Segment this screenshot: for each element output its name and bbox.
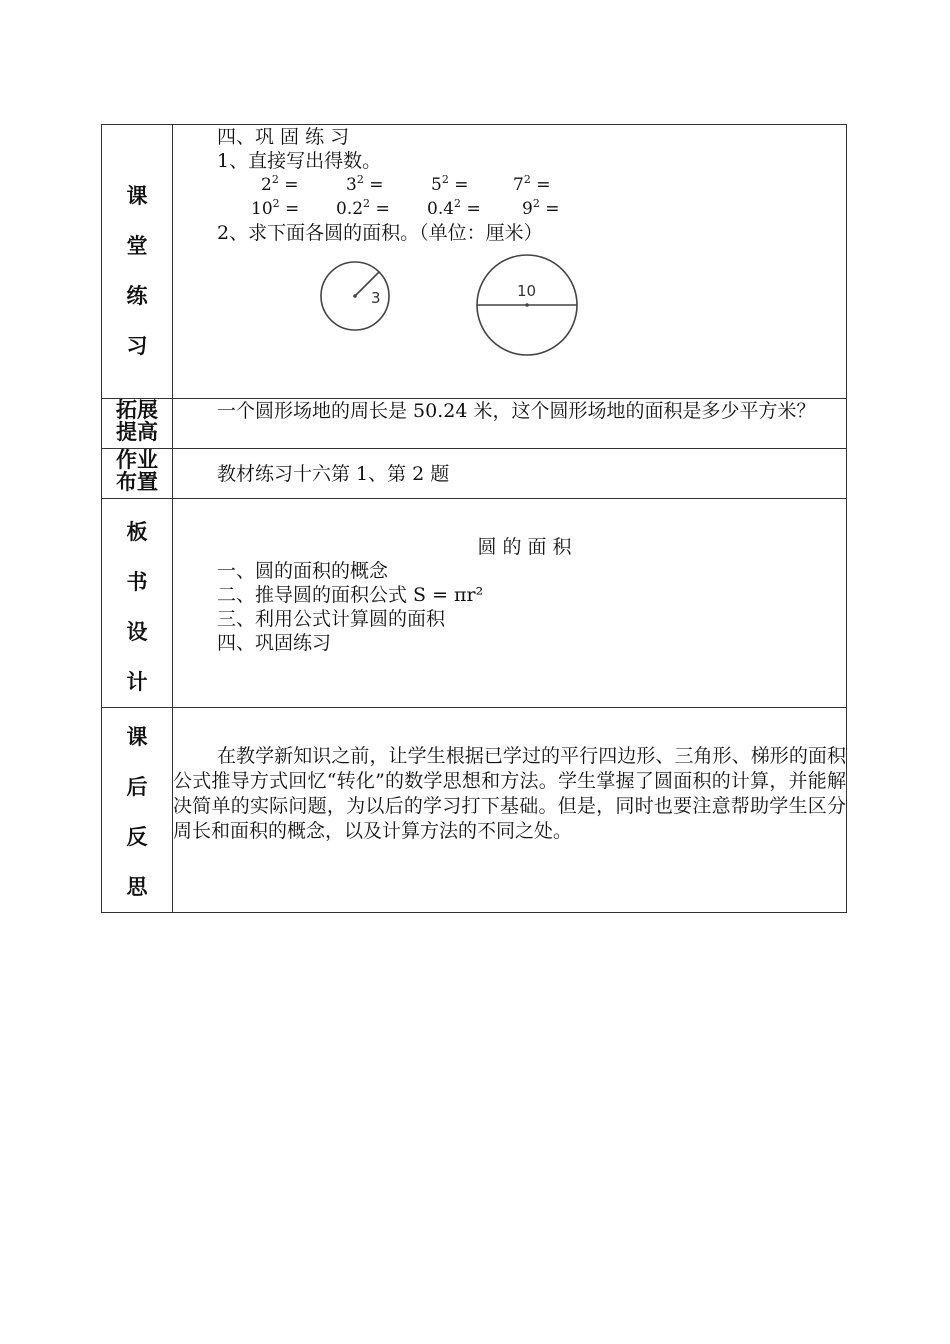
lesson-plan-sheet [101, 124, 847, 913]
reflection-text: 在教学新知识之前，让学生根据已学过的平行四边形、三角形、梯形的面积公式推导方式回忆“转化”的数学思想和方法。学生掌握了圆面积的计算，并能解决简单的实际问题，为以后的学习打下基础。但是，同时也要注意帮助学生区分周长和面积的概念，以及计算方法的不同之处。 [173, 745, 846, 842]
square-item: $0.4^2$ = [427, 197, 481, 219]
extension-label-line: 提高 [116, 420, 158, 444]
board-item: 四、巩固练习 [217, 632, 332, 654]
extension-label-line: 拓展 [116, 398, 158, 422]
board-content [173, 499, 847, 708]
circle-small [321, 262, 389, 330]
question-1: 1、直接写出得数。 [217, 150, 382, 172]
board-label-char: 设 [126, 620, 148, 644]
reflection-content [173, 708, 847, 913]
practice-heading: 四、巩 固 练 习 [217, 126, 350, 148]
board-label [102, 499, 173, 708]
board-label-char: 板 [126, 520, 148, 544]
extension-row [102, 399, 847, 449]
square-item: $3^2$ = [346, 173, 384, 195]
reflection-label-char: 后 [126, 775, 148, 799]
practice-label-char: 习 [126, 334, 148, 358]
extension-text: 一个圆形场地的周长是 50.24 米，这个圆形场地的面积是多少平方米？ [217, 400, 816, 422]
square-row-1 [173, 173, 846, 197]
practice-label-char: 堂 [126, 234, 148, 258]
reflection-label-char: 反 [126, 825, 148, 849]
board-row [102, 499, 847, 708]
question-2: 2、求下面各圆的面积。（单位：厘米） [217, 222, 543, 244]
square-item: $10^2$ = [251, 197, 300, 219]
square-item: $2^2$ = [261, 173, 299, 195]
practice-content [173, 125, 847, 399]
homework-label-line: 作业 [116, 448, 158, 472]
homework-row [102, 449, 847, 499]
square-item: $0.2^2$ = [336, 197, 390, 219]
homework-label [102, 449, 173, 499]
lesson-table [101, 124, 847, 913]
reflection-label-char: 思 [126, 875, 148, 899]
homework-text: 教材练习十六第 1、第 2 题 [217, 462, 450, 485]
reflection-label [102, 708, 173, 913]
board-label-char: 书 [126, 570, 148, 594]
circle-large [477, 255, 577, 355]
board-item: 三、利用公式计算圆的面积 [217, 608, 446, 630]
board-label-char: 计 [126, 670, 148, 694]
board-item: 一、圆的面积的概念 [217, 560, 389, 582]
square-item: $7^2$ = [513, 173, 551, 195]
extension-content [173, 399, 847, 449]
circle-large-diameter-label: 10 [517, 282, 537, 300]
extension-label [102, 399, 173, 449]
square-item: $9^2$ = [522, 197, 560, 219]
practice-label-char: 练 [126, 284, 148, 308]
homework-content [173, 449, 847, 499]
board-item: 二、推导圆的面积公式 S = πr² [217, 584, 484, 606]
board-title: 圆 的 面 积 [477, 536, 572, 558]
reflection-row [102, 708, 847, 913]
practice-label [102, 125, 173, 399]
homework-label-line: 布置 [116, 470, 158, 494]
square-row-2 [173, 197, 846, 221]
practice-label-char: 课 [126, 184, 148, 208]
reflection-label-char: 课 [126, 725, 148, 749]
circle-small-radius-label: 3 [371, 289, 381, 307]
practice-row [102, 125, 847, 399]
square-item: $5^2$ = [431, 173, 469, 195]
circles-figure [173, 251, 773, 371]
